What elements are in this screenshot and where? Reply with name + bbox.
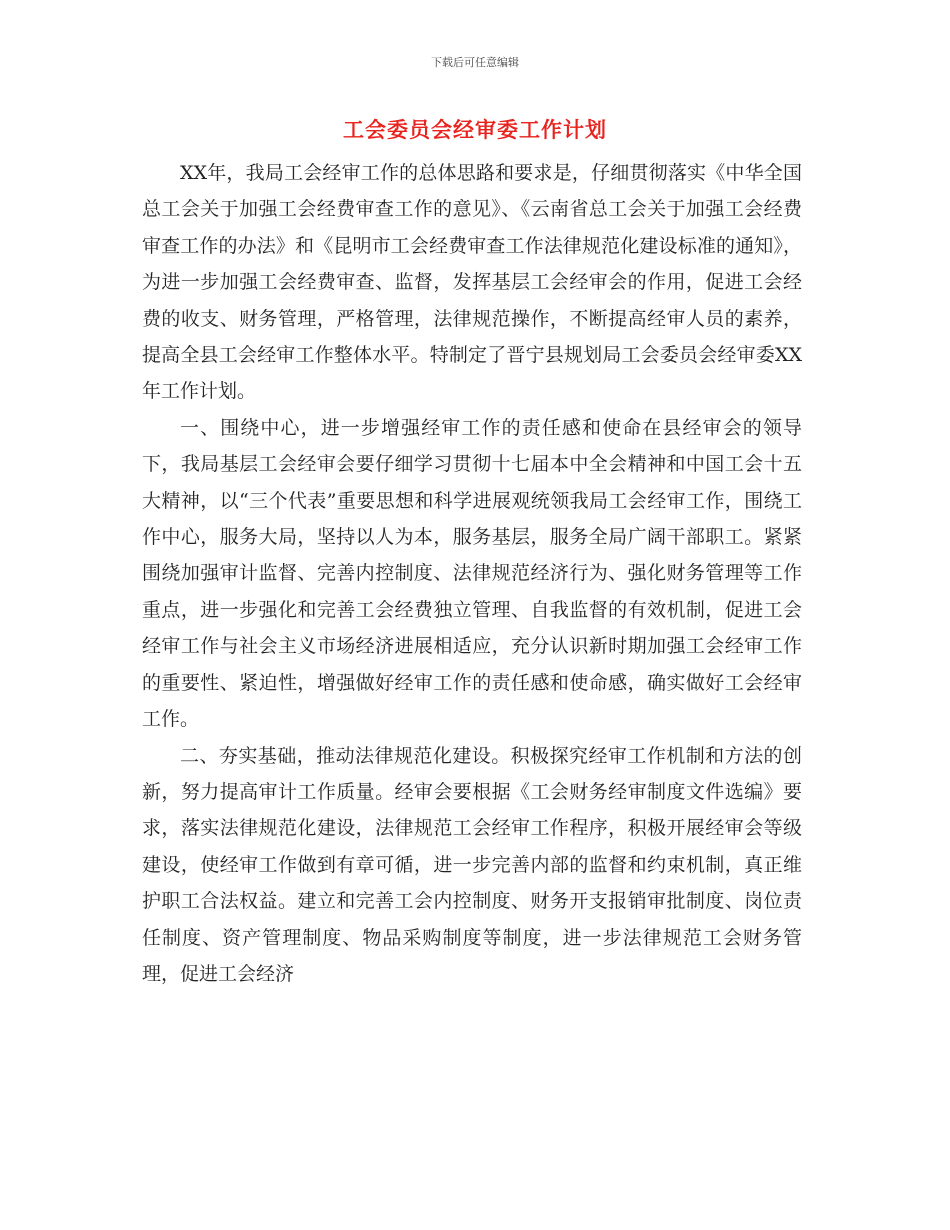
paragraph-section-2: 二、夯实基础，推动法律规范化建设。积极探究经审工作机制和方法的创新，努力提高审计工作质量。经审会要根据《工会财务经审制度文件选编》要求，落实法律规范化建设，法律规范工会经审工作程序，积极开展经审会等级建设，使经审工作做到有章可循，进一步完善内部的监督和约束机制，真正维护职工合法权益。建立和完善工会内控制度、财务开支报销审批制度、岗位责任制度、资产管理制度、物品采购制度等制度，进一步法律规范工会财务管理，促进工会经济 (142, 744, 802, 985)
paragraph-intro: XX年，我局工会经审工作的总体思路和要求是，仔细贯彻落实《中华全国总工会关于加强工会经费审查工作的意见》、《云南省总工会关于加强工会经费审查工作的办法》和《昆明市工会经费审查工作法律规范化建设标准的通知》，为进一步加强工会经费审查、监督，发挥基层工会经审会的作用，促进工会经费的收支、财务管理，严格管理，法律规范操作，不断提高经审人员的素养，提高全县工会经审工作整体水平。特制定了晋宁县规划局工会委员会经审委XX年工作计划。 (142, 162, 802, 403)
document-title: 工会委员会经审委工作计划 (343, 118, 607, 142)
page-header-note: 下载后可任意编辑 (431, 56, 519, 69)
document-body (142, 155, 802, 992)
paragraph-section-1: 一、围绕中心，进一步增强经审工作的责任感和使命在县经审会的领导下，我局基层工会经审会要仔细学习贯彻十七届本中全会精神和中国工会十五大精神，以“三个代表”重要思想和科学进展观统领我局工会经审工作，围绕工作中心，服务大局，坚持以人为本，服务基层，服务全局广阔干部职工。紧紧围绕加强审计监督、完善内控制度、法律规范经济行为、强化财务管理等工作重点，进一步强化和完善工会经费独立管理、自我监督的有效机制，促进工会经审工作与社会主义市场经济进展相适应，充分认识新时期加强工会经审工作的重要性、紧迫性，增强做好经审工作的责任感和使命感，确实做好工会经审工作。 (142, 416, 802, 731)
